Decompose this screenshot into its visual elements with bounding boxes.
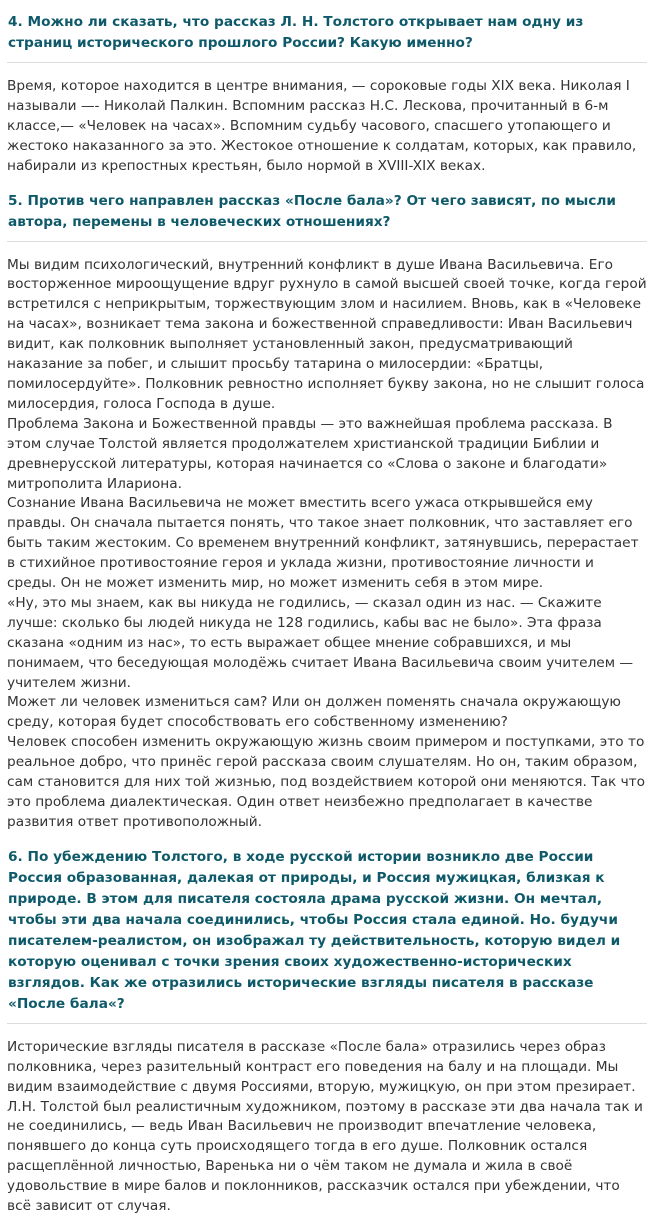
question-block-6	[7, 841, 647, 1225]
answer-6	[7, 1024, 647, 1225]
question-block-4	[7, 6, 647, 185]
answer-paragraph: Мы видим психологический, внутренний конфликт в душе Ивана Васильевича. Его восторженное мироощущение вдруг рухнуло в самой высшей своей точке, когда герой встретился с неприкрытым, торжествующим злом и насилием. Вновь, как в «Человеке на часах», возникает тема закона и божественной справедливости: Иван Васильевич видит, как полковник выполняет установленный закон, предусматривающий наказание за побег, и слышит просьбу татарина о милосердии: «Братцы, помилосердуйте». Полковник ревностно исполняет букву закона, но не слышит голоса милосердия, голоса Господа в душе.	[7, 256, 647, 412]
answer-paragraph: Время, которое находится в центре внимания, — сороковые годы XIX века. Николая I называли —- Николай Палкин. Вспомним рассказ Н.С. Лескова, прочитанный в 6-м классе,— «Человек на часах». Вспомним судьбу часового, спасшего утопающего и жестоко наказанного за это. Жестокое отношение к солдатам, которых, как правило, набирали из крепостных крестьян, было нормой в XVIII-XIX веках.	[7, 78, 637, 174]
answer-paragraph: Проблема Закона и Божественной правды — это важнейшая проблема рассказа. В этом случае Толстой является продолжателем христианской традиции Библии и древнерусской литературы, которая начинается со «Слова о законе и благодати» митрополита Илариона.	[7, 415, 613, 492]
question-block-5	[7, 185, 647, 841]
question-heading-6: 6. По убеждению Толстого, в ходе русской истории возникло две России Россия образованная, далекая от природы, и Россия мужицкая, близкая к природе. В этом для писателя состояла драма русской жизни. Он мечтал, чтобы эти два начала соединились, чтобы Россия стала единой. Но. будучи писателем-реалистом, он изображал ту действительность, которую видел и которую оценивал с точки зрения своих художественно-исторических взглядов. Как же отразились исторические взгляды писателя в рассказе «После бала«?	[7, 841, 647, 1024]
answer-paragraph: Исторические взгляды писателя в рассказе «После бала» отразились через образ полковника, через разительный контраст его поведения на балу и на площади. Мы видим взаимодействие с двумя Россиями, вторую, мужицкую, он при этом презирает. Л.Н. Толстой был реалистичным художником, поэтому в рассказе эти два начала так и не соединились, — ведь Иван Васильевич не производит впечатление человека, понявшего до конца суть происходящего тогда в его душе. Полковник остался расщеплённой личностью, Варенька ни о чём таком не думала и жила в своё удовольствие в мире балов и поклонников, рассказчик остался при убеждении, что всё зависит от случая.	[7, 1038, 643, 1215]
answer-4	[7, 63, 647, 185]
answer-paragraph: «Ну, это мы знаем, как вы никуда не годились, — сказал один из нас. — Скажите лучше: сколько бы людей никуда не 128 годились, кабы вас не было». Эта фраза сказана «одним из нас», то есть выражает общее мнение собравшихся, и мы понимаем, что беседующая молодёжь считает Ивана Васильевича своим учителем — учителем жизни.	[7, 594, 634, 691]
answer-paragraph: Человек способен изменить окружающую жизнь своим примером и поступками, это то реальное добро, что принёс герой рассказа своим слушателям. Но он, таким образом, сам становится для них той жизнью, под воздействием которой они меняются. Так что это проблема диалектическая. Один ответ неизбежно предполагает в качестве развития ответ противоположный.	[7, 734, 646, 830]
question-heading-5: 5. Против чего направлен рассказ «После бала»? От чего зависят, по мысли автора, перемены в человеческих отношениях?	[7, 185, 647, 242]
answer-paragraph: Может ли человек измениться сам? Или он должен поменять сначала окружающую среду, которая будет способствовать его собственному изменению?	[7, 694, 621, 731]
answer-paragraph: Сознание Ивана Васильевича не может вместить всего ужаса открывшейся ему правды. Он сначала пытается понять, что такое знает полковник, что заставляет его быть таким жестоким. Со временем внутренний конфликт, затянувшись, перерастает в стихийное противостояние героя и уклада жизни, противостояние личности и среды. Он не может изменить мир, но может изменить себя в этом мире.	[7, 495, 639, 592]
question-heading-4: 4. Можно ли сказать, что рассказ Л. Н. Толстого открывает нам одну из страниц исторического прошлого России? Какую именно?	[7, 6, 647, 63]
answer-5	[7, 242, 647, 841]
